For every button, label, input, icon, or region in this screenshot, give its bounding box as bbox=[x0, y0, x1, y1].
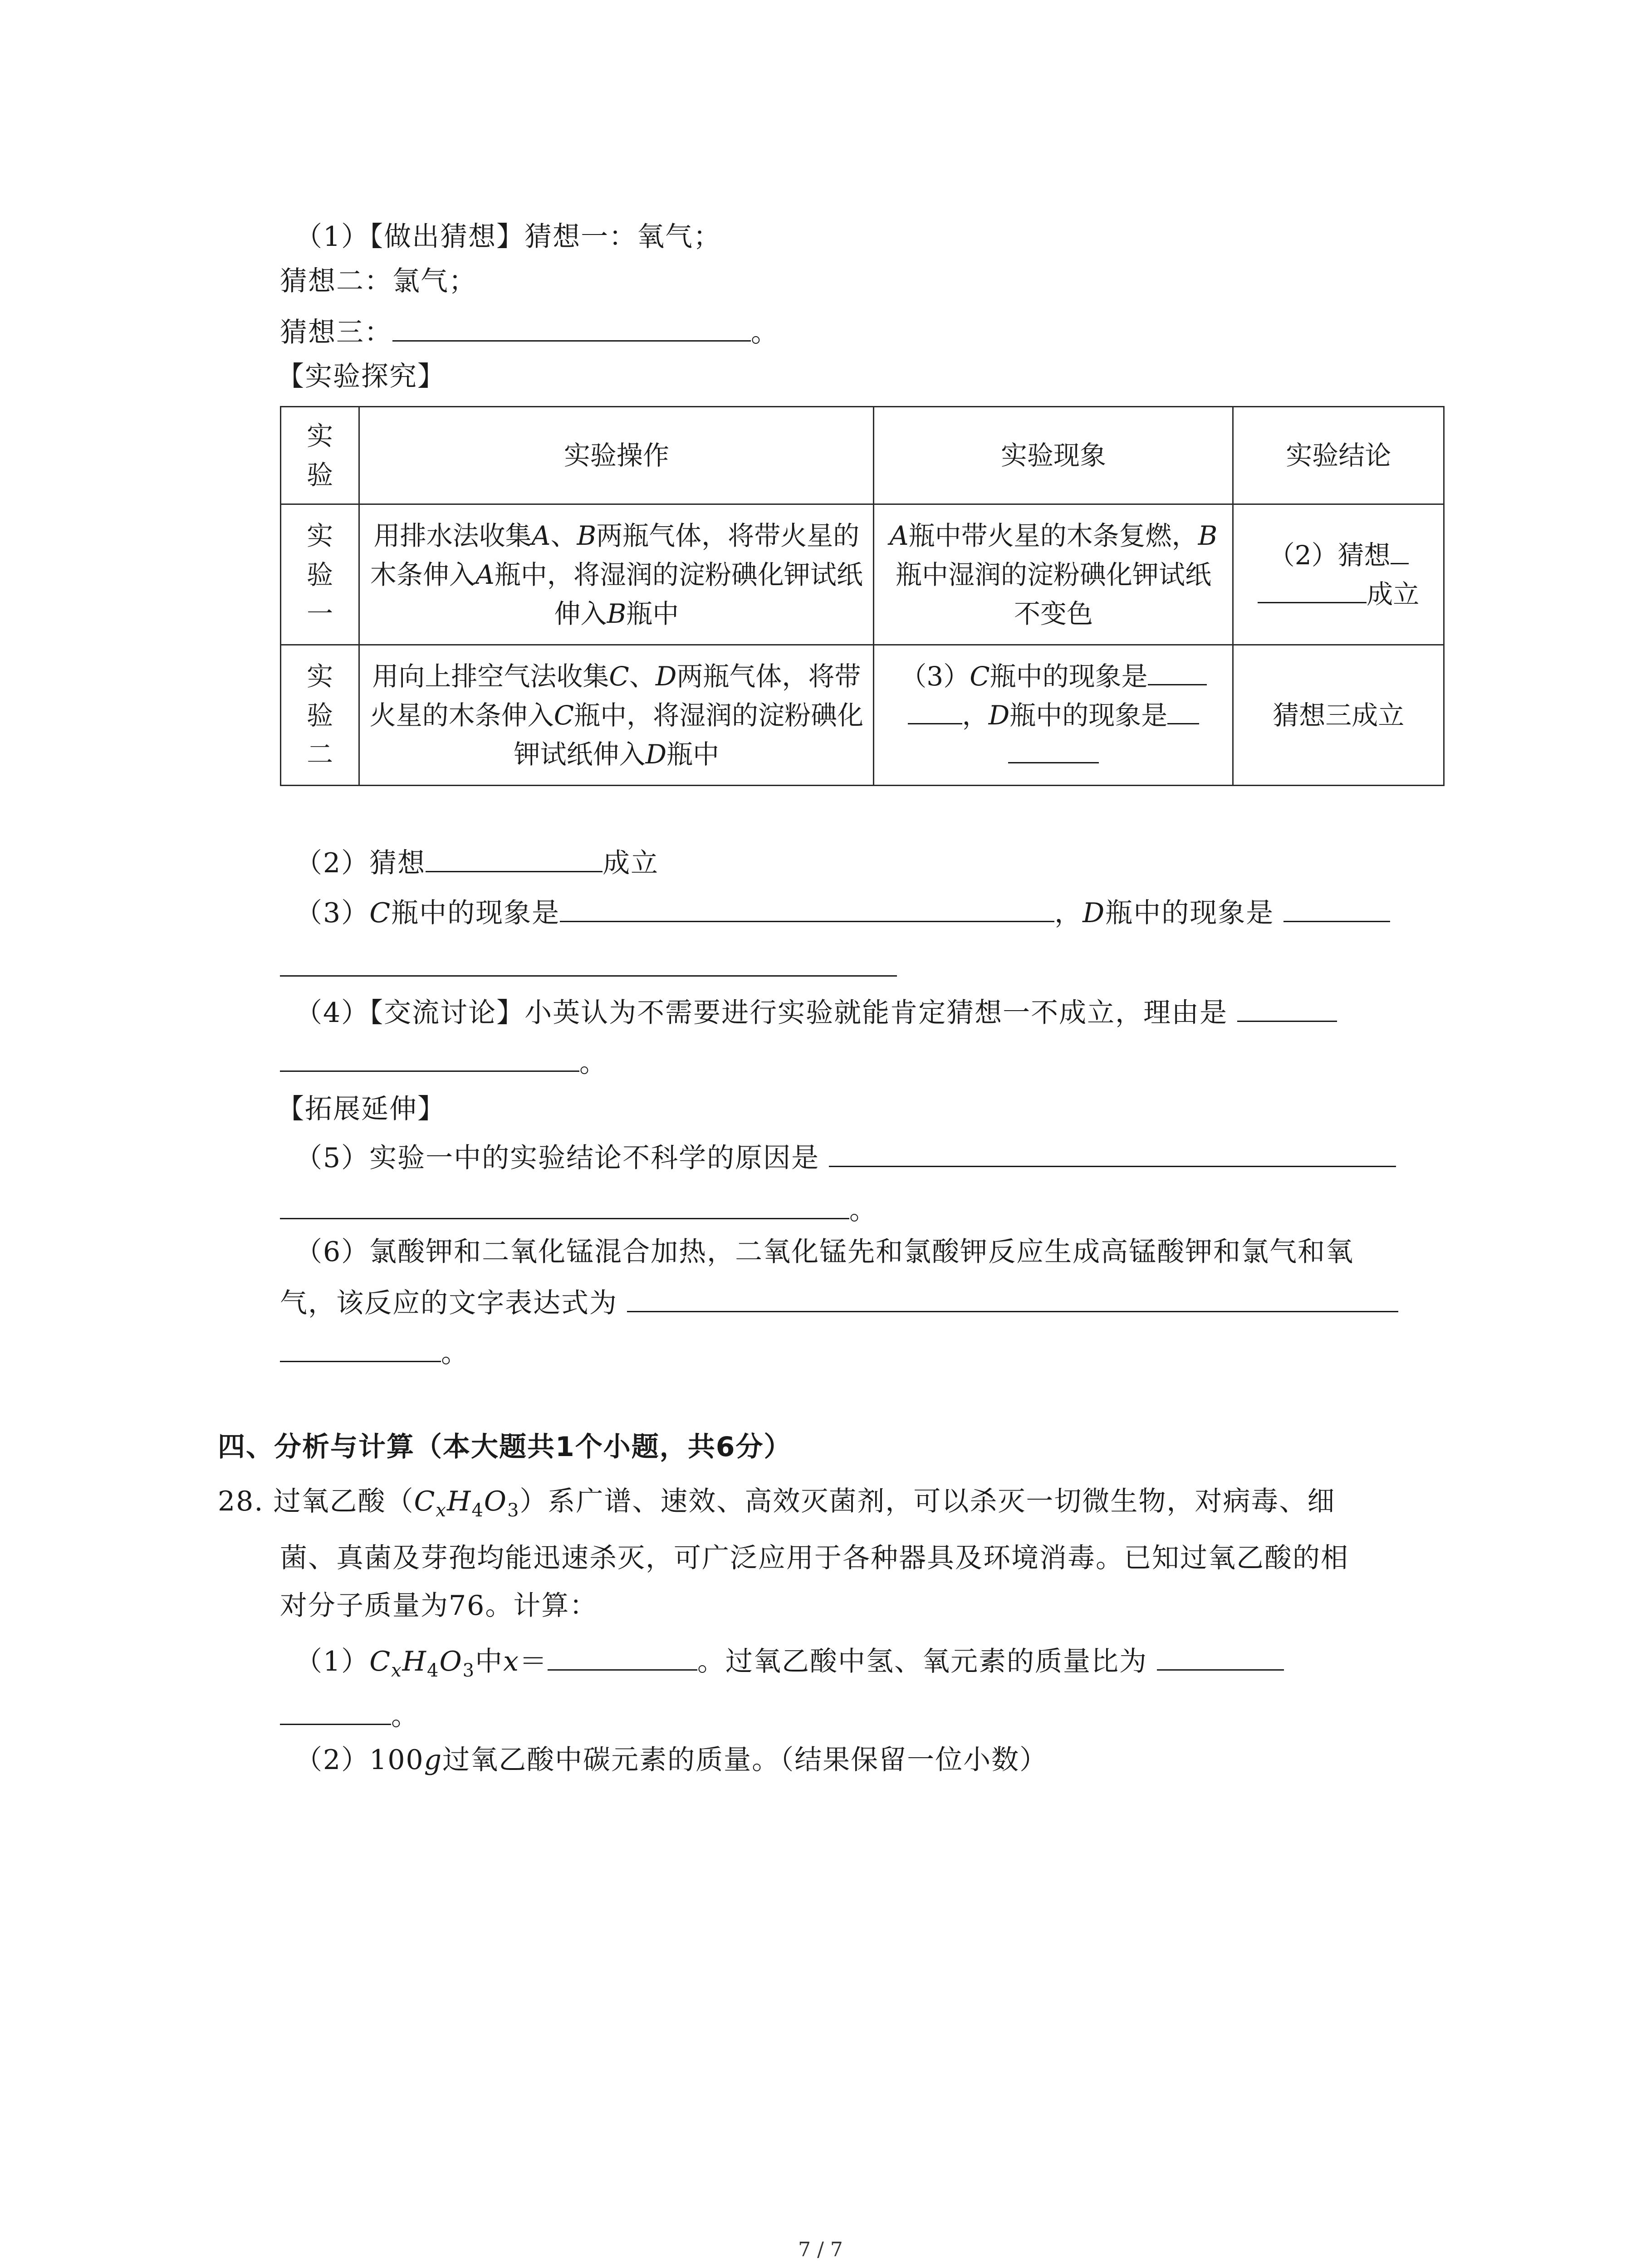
answer-4-blank-cont[interactable] bbox=[280, 1043, 579, 1072]
row2-phenomenon: （3）C瓶中的现象是 ，D瓶中的现象是 bbox=[874, 645, 1233, 786]
row1-conclusion: （2）猜想 成立 bbox=[1233, 504, 1444, 645]
answer-5-blank[interactable] bbox=[829, 1139, 1396, 1167]
q28-line3: 对分子质量为76。计算： bbox=[280, 1590, 598, 1622]
answer-3-continuation bbox=[280, 948, 897, 986]
table-row-experiment-two bbox=[281, 645, 1444, 786]
row2-phenomenon-blank-b[interactable] bbox=[908, 698, 962, 724]
answer-6-blank[interactable] bbox=[627, 1284, 1398, 1312]
guess-two: 猜想二：氯气； bbox=[280, 265, 477, 297]
row2-label: 实验二 bbox=[281, 645, 359, 786]
q28-number: 28. bbox=[218, 1486, 264, 1517]
row1-phenomenon: A瓶中带火星的木条复燃，B瓶中湿润的淀粉碘化钾试纸不变色 bbox=[874, 504, 1233, 645]
guess-three bbox=[280, 313, 779, 351]
answer-3-blank-d-cont[interactable] bbox=[280, 948, 897, 977]
row1-label: 实验一 bbox=[281, 504, 359, 645]
answer-5-blank-cont[interactable] bbox=[280, 1191, 849, 1219]
q28-sub1-continuation: 。 bbox=[280, 1696, 419, 1734]
guess-three-blank[interactable] bbox=[392, 313, 751, 342]
q28-ratio-blank[interactable] bbox=[1157, 1642, 1284, 1671]
header-conclusion: 实验结论 bbox=[1233, 407, 1444, 504]
table-header-row bbox=[281, 407, 1444, 504]
guess-one: （1）【做出猜想】猜想一：氧气； bbox=[295, 221, 722, 253]
extend-heading: 【拓展延伸】 bbox=[277, 1093, 446, 1125]
row2-conclusion: 猜想三成立 bbox=[1233, 645, 1444, 786]
answer-6-line2: 气，该反应的文字表达式为 bbox=[280, 1284, 1398, 1321]
answer-6-continuation: 。 bbox=[280, 1334, 469, 1371]
row1-conclusion-blank-b[interactable] bbox=[1258, 577, 1367, 603]
row2-phenomenon-blank-d[interactable] bbox=[1008, 737, 1099, 763]
q28-sub2: （2）100g过氧乙酸中碳元素的质量。（结果保留一位小数） bbox=[295, 1744, 1048, 1776]
answer-6-line1: （6）氯酸钾和二氧化锰混合加热，二氧化锰先和氯酸钾反应生成高锰酸钾和氯气和氧 bbox=[295, 1236, 1354, 1268]
header-phenomenon: 实验现象 bbox=[874, 407, 1233, 504]
q28-sub1: $(1)C_xH_4O_3$中x＝ 。过氧乙酸中氢、氧元素的质量比为 bbox=[295, 1642, 1284, 1680]
answer-2: （2）猜想 成立 bbox=[295, 844, 659, 881]
table-row-experiment-one bbox=[281, 504, 1444, 645]
experiment-explore-heading: 【实验探究】 bbox=[277, 361, 446, 392]
answer-4-continuation: 。 bbox=[280, 1043, 607, 1081]
q28-line1: 28. 过氧乙酸$(C_xH_4O_3)$系广谱、速效、高效灭菌剂，可以杀灭一切微生物，对病毒、细 bbox=[218, 1486, 1336, 1521]
row1-operation: 用排水法收集A、B两瓶气体，将带火星的木条伸入A瓶中，将湿润的淀粉碘化钾试纸伸入B瓶中 bbox=[359, 504, 874, 645]
row2-phenomenon-blank-c[interactable] bbox=[1167, 698, 1199, 724]
q28-line2: 菌、真菌及芽孢均能迅速杀灭，可广泛应用于各种器具及环境消毒。已知过氧乙酸的相 bbox=[280, 1542, 1349, 1574]
answer-6-blank-cont[interactable] bbox=[280, 1334, 441, 1362]
page-number: 7 / 7 bbox=[798, 2238, 843, 2261]
answer-4-blank[interactable] bbox=[1237, 993, 1337, 1022]
guess-three-label: 猜想三： bbox=[280, 317, 392, 348]
answer-4: （4）【交流讨论】小英认为不需要进行实验就能肯定猜想一不成立，理由是 bbox=[295, 993, 1337, 1031]
answer-3-blank-d[interactable] bbox=[1283, 894, 1390, 922]
section-4-heading: 四、分析与计算（本大题共1个小题，共6分） bbox=[218, 1431, 792, 1463]
row2-operation: 用向上排空气法收集C、D两瓶气体，将带火星的木条伸入C瓶中，将湿润的淀粉碘化钾试纸伸入D瓶中 bbox=[359, 645, 874, 786]
answer-3-blank-c[interactable] bbox=[560, 894, 1054, 922]
q28-x-blank[interactable] bbox=[548, 1642, 697, 1671]
row1-conclusion-blank-a[interactable] bbox=[1391, 538, 1409, 564]
row2-phenomenon-blank-a[interactable] bbox=[1148, 659, 1207, 685]
answer-2-blank[interactable] bbox=[426, 844, 603, 872]
experiment-table bbox=[280, 406, 1445, 786]
answer-5-continuation: 。 bbox=[280, 1191, 877, 1228]
header-operation: 实验操作 bbox=[359, 407, 874, 504]
answer-3: （3）C瓶中的现象是 ，D瓶中的现象是 bbox=[295, 894, 1390, 931]
header-experiment: 实验 bbox=[281, 407, 359, 504]
answer-5: （5）实验一中的实验结论不科学的原因是 bbox=[295, 1139, 1396, 1176]
guess-three-end: 。 bbox=[751, 317, 779, 348]
q28-ratio-blank-cont[interactable] bbox=[280, 1696, 391, 1725]
